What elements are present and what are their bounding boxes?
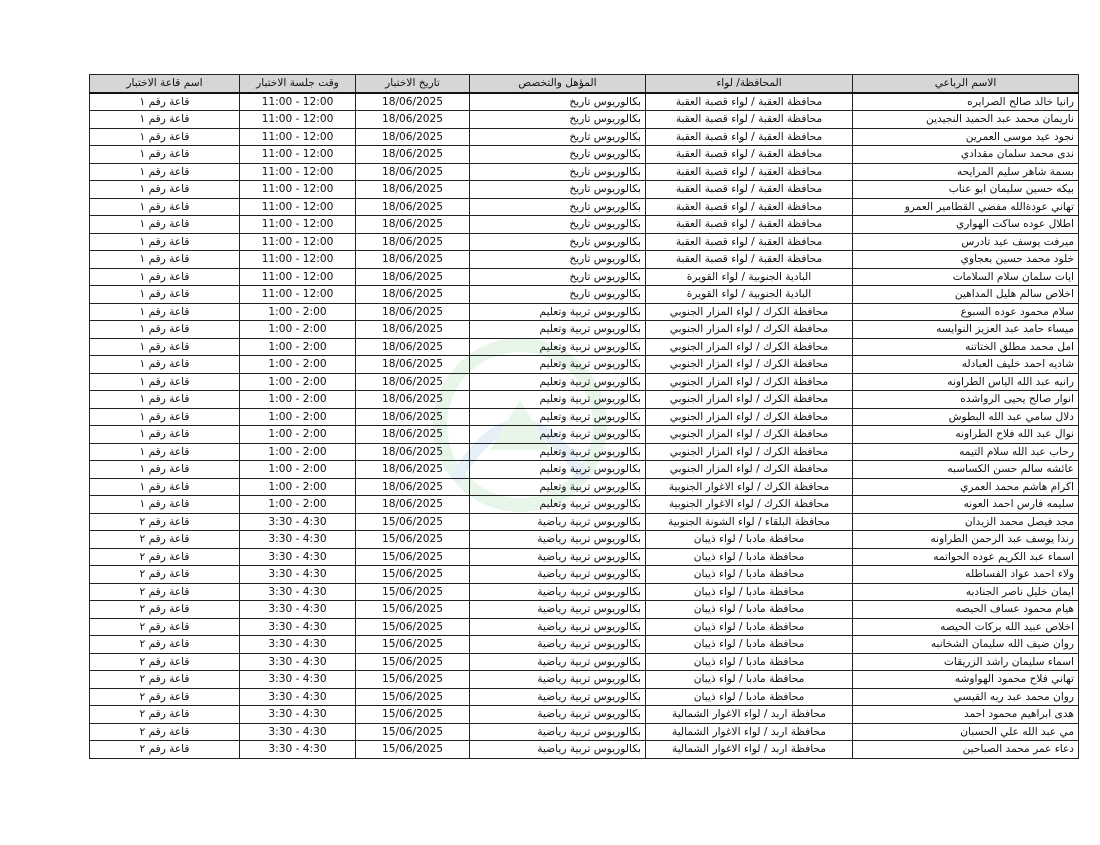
cell-governorate: محافظة الكرك / لواء المزار الجنوبي (646, 356, 853, 374)
cell-session-time: 3:30 - 4:30 (240, 723, 356, 741)
cell-name: اخلاص عبيد الله بركات الحيصه (853, 618, 1079, 636)
cell-governorate: محافظة اربد / لواء الاغوار الشمالية (646, 706, 853, 724)
cell-name: شاديه احمد خليف العبادله (853, 356, 1079, 374)
cell-exam-date: 18/06/2025 (356, 303, 470, 321)
cell-hall: قاعة رقم ١ (90, 321, 240, 339)
table-row (90, 443, 1079, 461)
cell-name: مجد فيصل محمد الزيدان (853, 513, 1079, 531)
cell-session-time: 1:00 - 2:00 (240, 303, 356, 321)
cell-exam-date: 18/06/2025 (356, 408, 470, 426)
cell-exam-date: 15/06/2025 (356, 513, 470, 531)
cell-governorate: محافظة الكرك / لواء المزار الجنوبي (646, 303, 853, 321)
cell-governorate: البادية الجنوبية / لواء القويرة (646, 286, 853, 304)
cell-qualification: بكالوريوس تاريخ (470, 128, 646, 146)
cell-qualification: بكالوريوس تربية رياضية (470, 513, 646, 531)
cell-exam-date: 15/06/2025 (356, 688, 470, 706)
cell-session-time: 3:30 - 4:30 (240, 601, 356, 619)
cell-qualification: بكالوريوس تربية وتعليم (470, 443, 646, 461)
cell-exam-date: 18/06/2025 (356, 321, 470, 339)
cell-name: خلود محمد حسين بعجاوي (853, 251, 1079, 269)
cell-hall: قاعة رقم ١ (90, 303, 240, 321)
cell-governorate: محافظة العقبة / لواء قصبة العقبة (646, 233, 853, 251)
cell-name: نوال عبد الله فلاح الطراونه (853, 426, 1079, 444)
cell-hall: قاعة رقم ١ (90, 496, 240, 514)
cell-hall: قاعة رقم ٢ (90, 618, 240, 636)
table-row (90, 373, 1079, 391)
cell-session-time: 11:00 - 12:00 (240, 216, 356, 234)
cell-session-time: 11:00 - 12:00 (240, 93, 356, 111)
cell-session-time: 3:30 - 4:30 (240, 688, 356, 706)
cell-governorate: محافظة العقبة / لواء قصبة العقبة (646, 146, 853, 164)
cell-exam-date: 18/06/2025 (356, 251, 470, 269)
cell-hall: قاعة رقم ٢ (90, 636, 240, 654)
cell-session-time: 11:00 - 12:00 (240, 233, 356, 251)
cell-session-time: 11:00 - 12:00 (240, 111, 356, 129)
cell-governorate: محافظة الكرك / لواء المزار الجنوبي (646, 426, 853, 444)
cell-exam-date: 18/06/2025 (356, 198, 470, 216)
cell-session-time: 11:00 - 12:00 (240, 163, 356, 181)
cell-governorate: محافظة العقبة / لواء قصبة العقبة (646, 163, 853, 181)
cell-hall: قاعة رقم ٢ (90, 531, 240, 549)
table-row (90, 706, 1079, 724)
header-name: الاسم الرباعي (853, 75, 1079, 93)
cell-qualification: بكالوريوس تربية رياضية (470, 706, 646, 724)
header-qualification: المؤهل والتخصص (470, 75, 646, 93)
cell-name: سليمه فارس احمد العونه (853, 496, 1079, 514)
cell-qualification: بكالوريوس تربية رياضية (470, 601, 646, 619)
header-exam-date: تاريخ الاختبار (356, 75, 470, 93)
cell-qualification: بكالوريوس تاريخ (470, 93, 646, 111)
table-row (90, 338, 1079, 356)
cell-name: امل محمد مطلق الختاتنه (853, 338, 1079, 356)
cell-exam-date: 15/06/2025 (356, 723, 470, 741)
table-row (90, 548, 1079, 566)
cell-name: ناريمان محمد عبد الحميد النجيدين (853, 111, 1079, 129)
cell-qualification: بكالوريوس تربية وتعليم (470, 478, 646, 496)
cell-exam-date: 15/06/2025 (356, 531, 470, 549)
cell-name: اخلاص سالم هليل المداهين (853, 286, 1079, 304)
cell-governorate: محافظة الكرك / لواء المزار الجنوبي (646, 408, 853, 426)
cell-name: تهاني فلاح محمود الهواوشه (853, 671, 1079, 689)
table-row (90, 163, 1079, 181)
cell-exam-date: 18/06/2025 (356, 286, 470, 304)
cell-governorate: محافظة مادبا / لواء ذيبان (646, 601, 853, 619)
cell-exam-date: 18/06/2025 (356, 338, 470, 356)
cell-governorate: محافظة الكرك / لواء المزار الجنوبي (646, 391, 853, 409)
cell-session-time: 11:00 - 12:00 (240, 146, 356, 164)
cell-hall: قاعة رقم ٢ (90, 741, 240, 759)
cell-session-time: 11:00 - 12:00 (240, 128, 356, 146)
cell-session-time: 3:30 - 4:30 (240, 741, 356, 759)
cell-session-time: 1:00 - 2:00 (240, 478, 356, 496)
cell-governorate: محافظة مادبا / لواء ذيبان (646, 688, 853, 706)
table-row (90, 233, 1079, 251)
cell-qualification: بكالوريوس تربية وتعليم (470, 321, 646, 339)
cell-hall: قاعة رقم ١ (90, 216, 240, 234)
cell-governorate: محافظة اربد / لواء الاغوار الشمالية (646, 723, 853, 741)
cell-exam-date: 18/06/2025 (356, 496, 470, 514)
cell-exam-date: 18/06/2025 (356, 268, 470, 286)
table-row (90, 531, 1079, 549)
cell-governorate: محافظة مادبا / لواء ذيبان (646, 566, 853, 584)
cell-hall: قاعة رقم ٢ (90, 706, 240, 724)
cell-qualification: بكالوريوس تربية رياضية (470, 548, 646, 566)
cell-name: نجود عيد موسى العمرين (853, 128, 1079, 146)
cell-name: دعاء عمر محمد الصباحين (853, 741, 1079, 759)
cell-hall: قاعة رقم ١ (90, 426, 240, 444)
table-row (90, 618, 1079, 636)
cell-hall: قاعة رقم ٢ (90, 723, 240, 741)
cell-session-time: 3:30 - 4:30 (240, 583, 356, 601)
cell-exam-date: 18/06/2025 (356, 373, 470, 391)
cell-name: ايات سلمان سلام السلامات (853, 268, 1079, 286)
cell-session-time: 1:00 - 2:00 (240, 443, 356, 461)
cell-name: بسمة شاهر سليم المرايحه (853, 163, 1079, 181)
table-row (90, 216, 1079, 234)
cell-governorate: محافظة العقبة / لواء قصبة العقبة (646, 93, 853, 111)
cell-qualification: بكالوريوس تربية رياضية (470, 583, 646, 601)
cell-governorate: محافظة العقبة / لواء قصبة العقبة (646, 198, 853, 216)
table-row (90, 93, 1079, 111)
cell-session-time: 3:30 - 4:30 (240, 618, 356, 636)
cell-exam-date: 15/06/2025 (356, 636, 470, 654)
cell-hall: قاعة رقم ٢ (90, 601, 240, 619)
cell-governorate: محافظة مادبا / لواء ذيبان (646, 636, 853, 654)
cell-session-time: 11:00 - 12:00 (240, 268, 356, 286)
cell-qualification: بكالوريوس تربية وتعليم (470, 356, 646, 374)
table-row (90, 513, 1079, 531)
cell-name: انوار صالح يحيى الرواشده (853, 391, 1079, 409)
cell-hall: قاعة رقم ٢ (90, 688, 240, 706)
cell-session-time: 3:30 - 4:30 (240, 653, 356, 671)
cell-exam-date: 15/06/2025 (356, 583, 470, 601)
cell-name: سلام محمود عوده السبوع (853, 303, 1079, 321)
cell-hall: قاعة رقم ١ (90, 373, 240, 391)
table-row (90, 303, 1079, 321)
cell-governorate: محافظة مادبا / لواء ذيبان (646, 583, 853, 601)
cell-governorate: محافظة العقبة / لواء قصبة العقبة (646, 111, 853, 129)
cell-governorate: البادية الجنوبية / لواء القويرة (646, 268, 853, 286)
cell-session-time: 1:00 - 2:00 (240, 408, 356, 426)
cell-exam-date: 18/06/2025 (356, 128, 470, 146)
cell-session-time: 1:00 - 2:00 (240, 356, 356, 374)
cell-exam-date: 18/06/2025 (356, 478, 470, 496)
table-row (90, 478, 1079, 496)
cell-name: هيام محمود عساف الحيصه (853, 601, 1079, 619)
cell-qualification: بكالوريوس تربية رياضية (470, 723, 646, 741)
cell-hall: قاعة رقم ١ (90, 128, 240, 146)
cell-name: اطلال عوده ساكت الهواري (853, 216, 1079, 234)
cell-session-time: 1:00 - 2:00 (240, 373, 356, 391)
cell-session-time: 1:00 - 2:00 (240, 461, 356, 479)
cell-qualification: بكالوريوس تربية وتعليم (470, 408, 646, 426)
cell-governorate: محافظة البلقاء / لواء الشونة الجنوبية (646, 513, 853, 531)
cell-exam-date: 15/06/2025 (356, 653, 470, 671)
cell-hall: قاعة رقم ١ (90, 286, 240, 304)
cell-qualification: بكالوريوس تاريخ (470, 268, 646, 286)
table-row (90, 426, 1079, 444)
cell-qualification: بكالوريوس تربية وتعليم (470, 338, 646, 356)
cell-governorate: محافظة مادبا / لواء ذيبان (646, 671, 853, 689)
cell-governorate: محافظة الكرك / لواء المزار الجنوبي (646, 373, 853, 391)
header-session-time: وقت جلسة الاختبار (240, 75, 356, 93)
cell-name: تهاني عودةالله مفضي القطامير العمرو (853, 198, 1079, 216)
cell-qualification: بكالوريوس تاريخ (470, 198, 646, 216)
cell-qualification: بكالوريوس تاريخ (470, 111, 646, 129)
cell-governorate: محافظة العقبة / لواء قصبة العقبة (646, 216, 853, 234)
cell-name: ميرفت يوسف عيد تادرس (853, 233, 1079, 251)
cell-hall: قاعة رقم ١ (90, 251, 240, 269)
cell-hall: قاعة رقم ١ (90, 163, 240, 181)
cell-session-time: 1:00 - 2:00 (240, 338, 356, 356)
cell-session-time: 11:00 - 12:00 (240, 251, 356, 269)
cell-exam-date: 18/06/2025 (356, 146, 470, 164)
cell-hall: قاعة رقم ١ (90, 443, 240, 461)
table-row (90, 741, 1079, 759)
cell-session-time: 1:00 - 2:00 (240, 321, 356, 339)
cell-hall: قاعة رقم ١ (90, 146, 240, 164)
cell-name: رندا يوسف عبد الرحمن الطراونه (853, 531, 1079, 549)
cell-hall: قاعة رقم ١ (90, 461, 240, 479)
cell-hall: قاعة رقم ١ (90, 181, 240, 199)
cell-exam-date: 18/06/2025 (356, 391, 470, 409)
cell-qualification: بكالوريوس تاريخ (470, 251, 646, 269)
cell-name: اسماء سليمان راشد الزريقات (853, 653, 1079, 671)
cell-exam-date: 15/06/2025 (356, 548, 470, 566)
cell-session-time: 1:00 - 2:00 (240, 391, 356, 409)
cell-hall: قاعة رقم ١ (90, 233, 240, 251)
cell-exam-date: 15/06/2025 (356, 566, 470, 584)
cell-exam-date: 15/06/2025 (356, 741, 470, 759)
cell-governorate: محافظة مادبا / لواء ذيبان (646, 531, 853, 549)
cell-name: اسماء عبد الكريم عوده الحواتمه (853, 548, 1079, 566)
cell-governorate: محافظة مادبا / لواء ذيبان (646, 653, 853, 671)
table-row (90, 251, 1079, 269)
cell-qualification: بكالوريوس تربية رياضية (470, 653, 646, 671)
cell-qualification: بكالوريوس تربية رياضية (470, 636, 646, 654)
cell-name: بيكه حسين سليمان ابو عناب (853, 181, 1079, 199)
cell-governorate: محافظة الكرك / لواء الاغوار الجنوبية (646, 478, 853, 496)
cell-hall: قاعة رقم ١ (90, 391, 240, 409)
table-row (90, 181, 1079, 199)
cell-name: روان محمد عبد ربه القيسي (853, 688, 1079, 706)
cell-name: دلال سامي عبد الله البطوش (853, 408, 1079, 426)
cell-exam-date: 18/06/2025 (356, 93, 470, 111)
cell-hall: قاعة رقم ٢ (90, 566, 240, 584)
cell-qualification: بكالوريوس تربية رياضية (470, 566, 646, 584)
cell-hall: قاعة رقم ١ (90, 338, 240, 356)
cell-exam-date: 18/06/2025 (356, 181, 470, 199)
table-row (90, 601, 1079, 619)
cell-name: رانيا خالد صالح الصرايره (853, 93, 1079, 111)
header-governorate: المحافظة/ لواء (646, 75, 853, 93)
cell-name: عائشه سالم حسن الكساسبه (853, 461, 1079, 479)
cell-name: رحاب عبد الله سلام التيمه (853, 443, 1079, 461)
cell-name: رانيه عبد الله الياس الطراونه (853, 373, 1079, 391)
cell-session-time: 3:30 - 4:30 (240, 636, 356, 654)
cell-qualification: بكالوريوس تاريخ (470, 216, 646, 234)
cell-qualification: بكالوريوس تاريخ (470, 146, 646, 164)
table-row (90, 408, 1079, 426)
table-row (90, 286, 1079, 304)
cell-qualification: بكالوريوس تربية وتعليم (470, 426, 646, 444)
cell-exam-date: 15/06/2025 (356, 618, 470, 636)
table-row (90, 146, 1079, 164)
table-row (90, 583, 1079, 601)
cell-exam-date: 18/06/2025 (356, 443, 470, 461)
table-row (90, 566, 1079, 584)
table-row (90, 111, 1079, 129)
cell-governorate: محافظة مادبا / لواء ذيبان (646, 618, 853, 636)
cell-exam-date: 18/06/2025 (356, 356, 470, 374)
table-row (90, 321, 1079, 339)
cell-exam-date: 18/06/2025 (356, 426, 470, 444)
cell-governorate: محافظة العقبة / لواء قصبة العقبة (646, 181, 853, 199)
cell-governorate: محافظة الكرك / لواء المزار الجنوبي (646, 338, 853, 356)
cell-hall: قاعة رقم ١ (90, 408, 240, 426)
cell-governorate: محافظة الكرك / لواء المزار الجنوبي (646, 321, 853, 339)
table-row (90, 198, 1079, 216)
cell-qualification: بكالوريوس تربية رياضية (470, 741, 646, 759)
cell-name: اكرام هاشم محمد العمري (853, 478, 1079, 496)
cell-hall: قاعة رقم ١ (90, 356, 240, 374)
table-row (90, 653, 1079, 671)
cell-exam-date: 15/06/2025 (356, 671, 470, 689)
table-row (90, 723, 1079, 741)
cell-exam-date: 18/06/2025 (356, 111, 470, 129)
cell-session-time: 3:30 - 4:30 (240, 706, 356, 724)
cell-qualification: بكالوريوس تربية وتعليم (470, 391, 646, 409)
cell-exam-date: 18/06/2025 (356, 233, 470, 251)
cell-session-time: 1:00 - 2:00 (240, 426, 356, 444)
cell-qualification: بكالوريوس تربية رياضية (470, 618, 646, 636)
cell-name: روان ضيف الله سليمان الشخانبه (853, 636, 1079, 654)
table-body (90, 93, 1079, 759)
cell-governorate: محافظة الكرك / لواء الاغوار الجنوبية (646, 496, 853, 514)
cell-name: ايمان خليل ناصر الجنادبه (853, 583, 1079, 601)
cell-hall: قاعة رقم ٢ (90, 548, 240, 566)
cell-session-time: 3:30 - 4:30 (240, 566, 356, 584)
cell-hall: قاعة رقم ٢ (90, 671, 240, 689)
cell-exam-date: 18/06/2025 (356, 163, 470, 181)
cell-governorate: محافظة الكرك / لواء المزار الجنوبي (646, 443, 853, 461)
header-hall: اسم قاعة الاختبار (90, 75, 240, 93)
cell-qualification: بكالوريوس تربية وتعليم (470, 496, 646, 514)
cell-name: هدى ابراهيم محمود احمد (853, 706, 1079, 724)
cell-governorate: محافظة الكرك / لواء المزار الجنوبي (646, 461, 853, 479)
cell-governorate: محافظة اربد / لواء الاغوار الشمالية (646, 741, 853, 759)
cell-name: مي عبد الله علي الحسبان (853, 723, 1079, 741)
cell-exam-date: 18/06/2025 (356, 216, 470, 234)
cell-hall: قاعة رقم ١ (90, 93, 240, 111)
cell-session-time: 11:00 - 12:00 (240, 181, 356, 199)
cell-exam-date: 15/06/2025 (356, 706, 470, 724)
cell-qualification: بكالوريوس تاريخ (470, 163, 646, 181)
cell-qualification: بكالوريوس تاريخ (470, 233, 646, 251)
cell-governorate: محافظة العقبة / لواء قصبة العقبة (646, 251, 853, 269)
table-row (90, 391, 1079, 409)
cell-hall: قاعة رقم ١ (90, 198, 240, 216)
cell-name: ميساء حامد عبد العزيز النوايسه (853, 321, 1079, 339)
cell-qualification: بكالوريوس تربية رياضية (470, 671, 646, 689)
cell-qualification: بكالوريوس تاريخ (470, 181, 646, 199)
exam-schedule-table (89, 74, 1079, 759)
cell-hall: قاعة رقم ٢ (90, 583, 240, 601)
cell-qualification: بكالوريوس تربية رياضية (470, 688, 646, 706)
table-row (90, 688, 1079, 706)
table-row (90, 671, 1079, 689)
cell-name: ندى محمد سلمان مقدادي (853, 146, 1079, 164)
cell-hall: قاعة رقم ٢ (90, 653, 240, 671)
cell-session-time: 3:30 - 4:30 (240, 671, 356, 689)
cell-hall: قاعة رقم ١ (90, 111, 240, 129)
table-row (90, 128, 1079, 146)
cell-governorate: محافظة مادبا / لواء ذيبان (646, 548, 853, 566)
cell-hall: قاعة رقم ١ (90, 268, 240, 286)
header-row (90, 75, 1079, 93)
exam-schedule-sheet (89, 74, 1078, 759)
cell-session-time: 3:30 - 4:30 (240, 531, 356, 549)
cell-hall: قاعة رقم ٢ (90, 513, 240, 531)
cell-qualification: بكالوريوس تاريخ (470, 286, 646, 304)
table-row (90, 356, 1079, 374)
table-row (90, 461, 1079, 479)
table-row (90, 636, 1079, 654)
cell-session-time: 11:00 - 12:00 (240, 286, 356, 304)
cell-session-time: 3:30 - 4:30 (240, 513, 356, 531)
cell-session-time: 11:00 - 12:00 (240, 198, 356, 216)
cell-hall: قاعة رقم ١ (90, 478, 240, 496)
cell-qualification: بكالوريوس تربية وتعليم (470, 303, 646, 321)
cell-name: ولاء احمد عواد الفساطله (853, 566, 1079, 584)
cell-governorate: محافظة العقبة / لواء قصبة العقبة (646, 128, 853, 146)
cell-exam-date: 15/06/2025 (356, 601, 470, 619)
table-row (90, 496, 1079, 514)
cell-session-time: 3:30 - 4:30 (240, 548, 356, 566)
table-row (90, 268, 1079, 286)
cell-exam-date: 18/06/2025 (356, 461, 470, 479)
cell-qualification: بكالوريوس تربية وتعليم (470, 461, 646, 479)
cell-qualification: بكالوريوس تربية وتعليم (470, 373, 646, 391)
cell-session-time: 1:00 - 2:00 (240, 496, 356, 514)
cell-qualification: بكالوريوس تربية رياضية (470, 531, 646, 549)
